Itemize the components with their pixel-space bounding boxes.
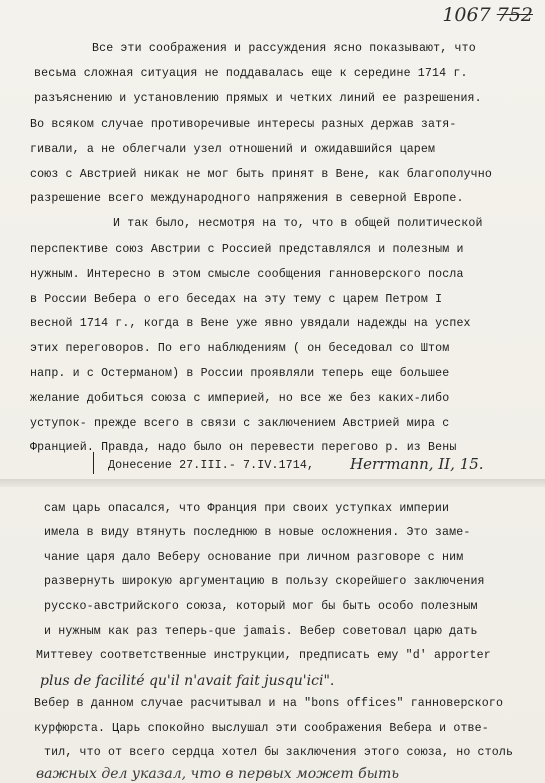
text-line: нужным. Интересно в этом смысле сообщения ганноверского посла (30, 268, 464, 281)
folio-number (442, 4, 533, 26)
text-line: И так было, несмотря на то, что в общей политической (113, 217, 483, 230)
folio-crossed: 752 (496, 4, 533, 26)
handwritten-bottom-line: важных дел указал, что в первых может быть (36, 766, 399, 782)
text-line: весной 1714 г., когда в Вене уже явно увядали надежды на успех (30, 317, 471, 330)
text-line: Францией. Правда, надо было он перевести перегово р. из Вены (30, 441, 457, 454)
text-line: этих переговоров. По его наблюдениям ( он беседовал со Штом (30, 342, 450, 355)
text-line: разрешение всего международного напряжения в северной Европе. (30, 192, 464, 205)
footnote-handwritten: Herrmann, II, 15. (350, 455, 484, 473)
text-line: напр. и с Остерманом) в России проявляли теперь еще большее (30, 367, 450, 380)
text-line: гивали, а не облегчали узел отношений и ожидавшийся царем (30, 143, 436, 156)
handwritten-line: plus de facilité qu'il n'avait fait jusqu'ici". (40, 673, 335, 689)
text-line: чание царя дало Веберу основание при личном разговоре с ним (44, 551, 464, 564)
text-line: Все эти соображения и рассуждения ясно показывают, что (92, 42, 476, 55)
folio-value: 1067 (442, 4, 491, 26)
text-line: развернуть широкую аргументацию в пользу скорейшего заключения (44, 575, 485, 588)
text-line: Миттевеу соответственные инструкции, предписать ему "d' apporter (36, 649, 491, 662)
footnote-bracket (93, 452, 100, 474)
text-line: в России Вебера о его беседах на эту тему с царем Петром I (30, 293, 443, 306)
text-line: уступок- прежде всего в связи с заключением Австрией мира с (30, 417, 450, 430)
text-line: имела в виду втянуть последнюю в новые осложнения. Это заме- (44, 526, 471, 539)
text-line: и нужным как раз теперь-que jamais. Вебер советовал царю дать (44, 625, 478, 638)
text-line: союз с Австрией никак не мог быть принят в Вене, как благополучно (30, 168, 492, 181)
text-line: русско-австрийского союза, который мог бы быть особо полезным (44, 600, 478, 613)
footnote-text: Донесение 27.III.- 7.IV.1714, (108, 459, 315, 472)
text-line: весьма сложная ситуация не поддавалась еще к середине 1714 г. (34, 67, 468, 80)
text-line: курфюрста. Царь спокойно выслушал эти соображения Вебера и отве- (34, 722, 489, 735)
text-line: сам царь опасался, что Франция при своих уступках империи (44, 502, 450, 515)
text-line: перспективе союз Австрии с Россией представлялся и полезным и (30, 243, 464, 256)
text-line: разъяснению и установлению прямых и четких линий ее разрешения. (34, 92, 482, 105)
text-line: Во всяком случае противоречивые интересы разных держав затя- (30, 118, 457, 131)
page-divider (0, 479, 545, 487)
text-line: тил, что от всего сердца хотел бы заключения этого союза, но столь (44, 746, 514, 759)
text-line: Вебер в данном случае расчитывал и на "bons offices" ганноверского (34, 697, 504, 710)
text-line: желание добиться союза с империей, но все же без каких-либо (30, 392, 450, 405)
